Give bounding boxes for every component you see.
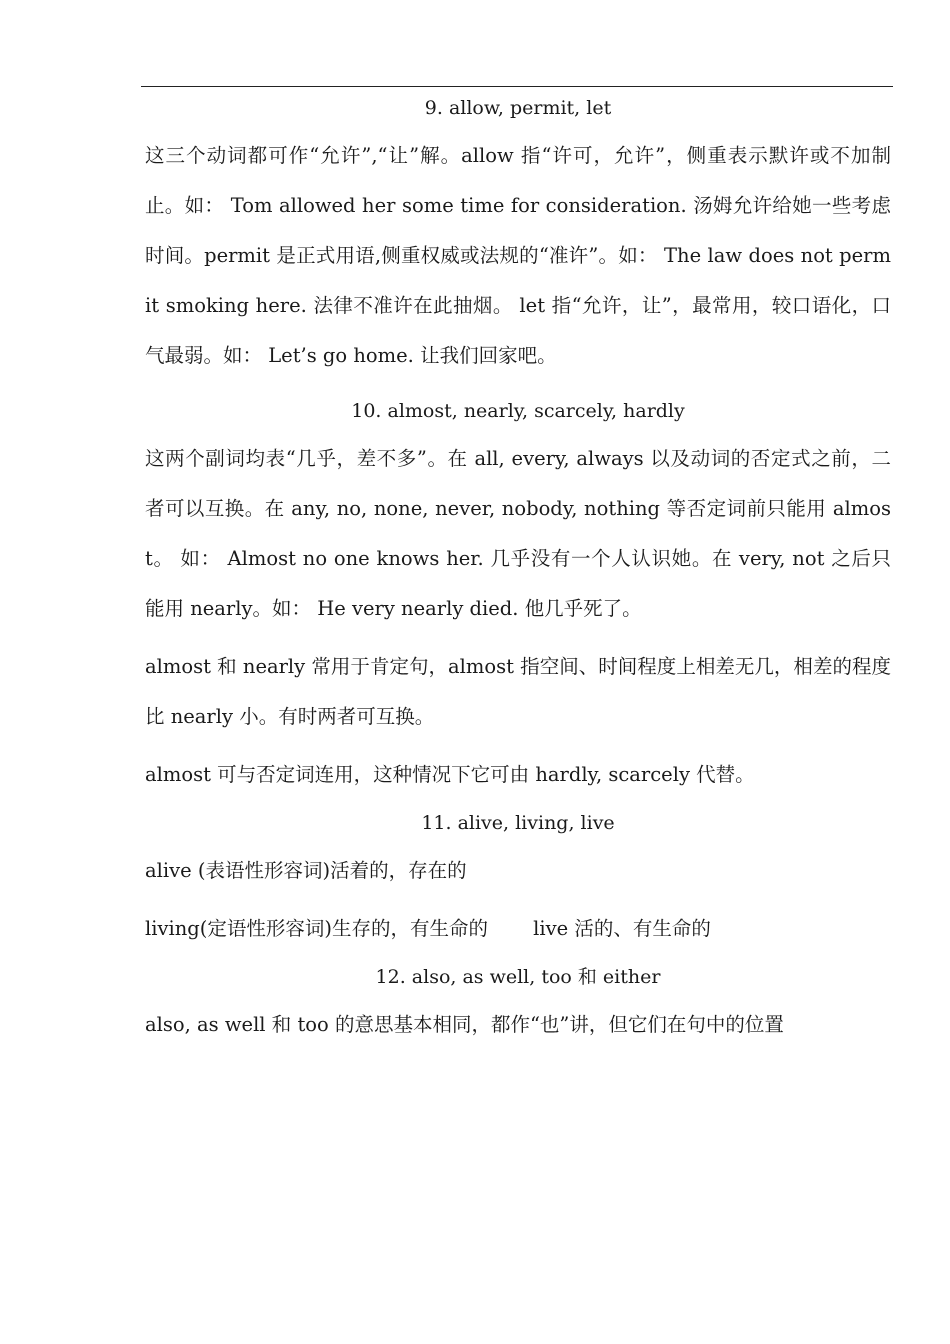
section-heading-12: 12. also, as well, too 和 either <box>375 966 661 988</box>
section-9-paragraph: 这三个动词都可作“允许”,“让”解。allow 指“许可，允许”，侧重表示默许或不加制止。如： Tom allowed her some time for consideration. 汤姆允许给她一些考虑时间。permit 是正式用语,侧重权威或法规的“准许”。如： The law does not permit smoking here. 法律不准许在此抽烟。 let 指“允许，让”，最常用，较口语化，口气最弱。如： Let’s go home. 让我们回家吧。 <box>145 144 891 367</box>
header-rule <box>141 86 893 87</box>
section-10-paragraph-3: almost 可与否定词连用，这种情况下它可由 hardly, scarcely 代替。 <box>145 763 755 786</box>
section-10-paragraph-2: almost 和 nearly 常用于肯定句，almost 指空间、时间程度上相差无几，相差的程度比 nearly 小。有时两者可互换。 <box>145 655 891 728</box>
section-heading-9: 9. allow, permit, let <box>424 97 612 119</box>
section-11-paragraph-1: alive (表语性形容词)活着的，存在的 <box>145 859 467 882</box>
document-body <box>145 93 891 1050</box>
section-heading-10: 10. almost, nearly, scarcely, hardly <box>351 400 685 422</box>
section-10-paragraph-1: 这两个副词均表“几乎，差不多”。在 all, every, always 以及动词的否定式之前，二者可以互换。在 any, no, none, never, nobody, nothing 等否定词前只能用 almost。 如： Almost no one knows her. 几乎没有一个人认识她。在 very, not 之后只能用 nearly。如： He very nearly died. 他几乎死了。 <box>145 447 891 620</box>
section-heading-11: 11. alive, living, live <box>421 812 615 834</box>
section-11-paragraph-2: living(定语性形容词)生存的，有生命的 live 活的、有生命的 <box>145 917 711 940</box>
section-12-paragraph-1: also, as well 和 too 的意思基本相同，都作“也”讲，但它们在句中的位置 <box>145 1013 784 1036</box>
